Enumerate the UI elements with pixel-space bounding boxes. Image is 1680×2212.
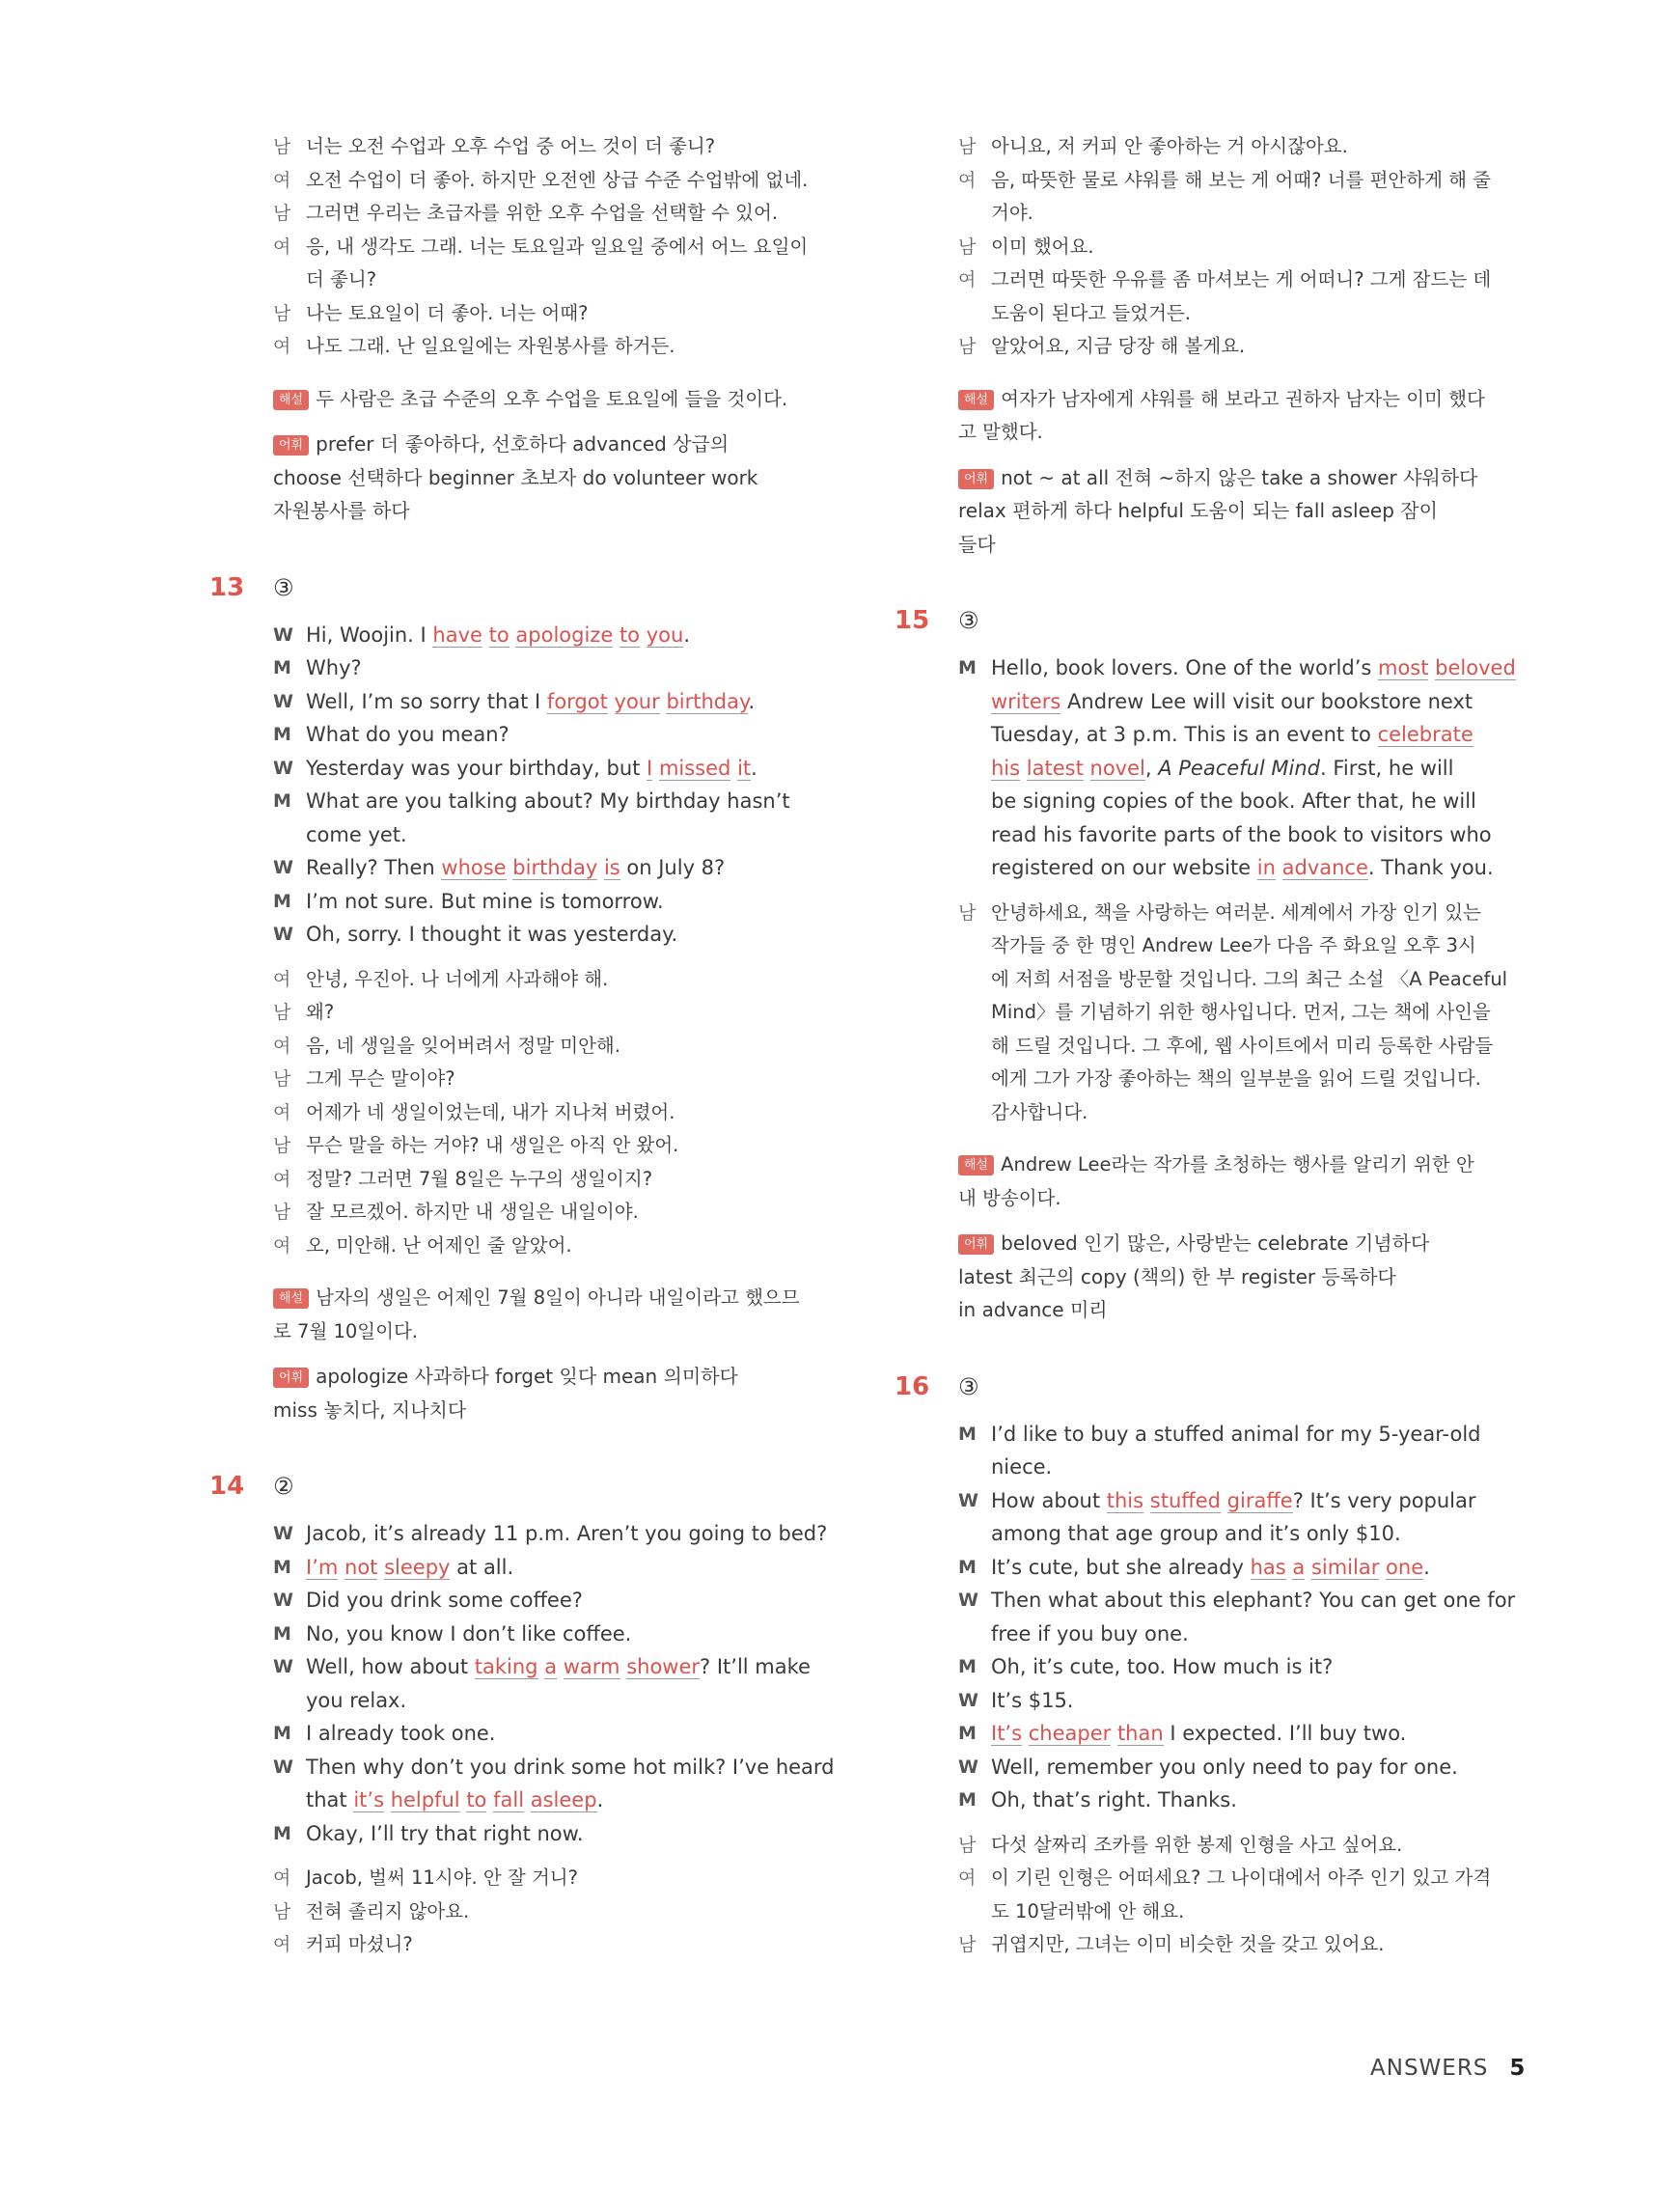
script-line: W Really? Then whose birthday is on July 8? [273,851,850,885]
blank-word: to [466,1788,487,1811]
korean-line: 남 귀엽지만, 그녀는 이미 비슷한 것을 갖고 있어요. [958,1928,1535,1962]
spacer [958,1129,1535,1148]
speaker-label: M [273,890,291,912]
continued-line: 해 드릴 것입니다. 그 후에, 웹 사이트에서 미리 등록한 사람들 [991,1034,1494,1057]
spacer [958,1817,1535,1829]
blank-word: beloved [1435,656,1516,679]
explanation-tag: 해설 [273,1288,309,1309]
script-line: M Why? [273,651,850,685]
note-continued: 들다 [958,532,996,556]
script-line: W Then what about this elephant? You can get one for [958,1584,1535,1618]
speaker-label: M [273,1622,291,1645]
korean-line: 여 Jacob, 벌써 11시야. 안 잘 거니? [273,1862,850,1895]
korean-line: 남 그러면 우리는 초급자를 위한 오후 수업을 선택할 수 있어. [273,197,850,231]
answer-mark: ③ [958,1372,979,1400]
note-continued: 내 방송이다. [958,1186,1061,1209]
note-continued: 고 말했다. [958,421,1043,443]
script-line: W Did you drink some coffee? [273,1584,850,1618]
speaker-label: W [273,1756,293,1778]
blank-word: fall [493,1788,525,1811]
note-continued: in advance 미리 [958,1298,1108,1321]
script-line: W Hi, Woojin. I have to apologize to you. [273,619,850,652]
continued-line: 에 저희 서점을 방문할 것입니다. 그의 최근 소설 〈A Peaceful [991,967,1508,990]
blank-word: It’s [991,1722,1023,1745]
blank-word: shower [626,1655,701,1678]
continued-line: 작가들 중 한 명인 Andrew Lee가 다음 주 화요일 오후 3시 [991,934,1476,956]
speaker-label: 남 [273,203,291,224]
speaker-label: 여 [273,1168,291,1190]
speaker-label: W [273,857,293,878]
question-header [895,601,1535,644]
korean-line: 여 음, 네 생일을 잊어버려서 정말 미안해. [273,1030,850,1064]
speaker-label: 여 [273,968,291,990]
blank-word: birthday [666,689,749,713]
continued-line: writers Andrew Lee will visit our bookstore next [991,689,1473,713]
speaker-label: 남 [273,1002,291,1023]
korean-line: 여 안녕, 우진아. 나 너에게 사과해야 해. [273,963,850,997]
korean-line: 남 안녕하세요, 책을 사랑하는 여러분. 세계에서 가장 인기 있는 [958,897,1535,930]
question-header [209,1467,850,1509]
korean-line: 여 그러면 따뜻한 우유를 좀 마셔보는 게 어떠니? 그게 잠드는 데 [958,263,1535,297]
korean-line: 여 응, 내 생각도 그래. 너는 토요일과 일요일 중에서 어느 요일이 [273,231,850,264]
speaker-label: 여 [958,169,977,191]
blank-word: apologize [515,622,614,647]
speaker-label: 여 [958,1867,977,1889]
speaker-label: 남 [273,136,291,157]
spacer [273,416,850,428]
script-line: M Okay, I’ll try that right now. [273,1817,850,1851]
spacer [958,364,1535,383]
answer-mark: ③ [273,573,294,601]
speaker-label: W [273,924,293,945]
note-line: 어휘 not ~ at all 전혀 ~하지 않은 take a shower 샤워하다 [958,461,1535,495]
korean-line: 남 알았어요, 지금 당장 해 볼게요. [958,330,1535,364]
footer-label: ANSWERS [1370,2056,1489,2081]
speaker-label: M [273,1723,291,1744]
note-line: 어휘 apologize 사과하다 forget 잊다 mean 의미하다 [273,1360,850,1394]
note-continued: 자원봉사를 하다 [273,499,410,522]
question-number: 14 [209,1472,245,1501]
continued-line: 거야. [991,202,1033,224]
script-line: W How about this stuffed giraffe? It’s very popular [958,1484,1535,1518]
speaker-label: 남 [958,1934,977,1955]
question-header [209,568,850,611]
korean-line: 남 전혀 졸리지 않아요. [273,1895,850,1929]
note-continued: 로 7월 10일이다. [273,1319,419,1342]
blank-word: forgot [546,689,608,713]
continued-line: you relax. [306,1688,407,1712]
script-line: M I already took one. [273,1717,850,1751]
script-line: M What are you talking about? My birthday hasn’t [273,785,850,818]
speaker-label: M [273,1556,291,1578]
note-continued: relax 편하게 하다 helpful 도움이 되는 fall asleep 잠이 [958,499,1438,522]
speaker-label: W [958,1590,978,1611]
korean-line: 남 무슨 말을 하는 거야? 내 생일은 아직 안 왔어. [273,1129,850,1163]
continued-line: his latest novel, A Peaceful Mind. First, he will [991,756,1454,780]
continued-line: 더 좋니? [306,268,377,290]
continued-line: come yet. [306,822,407,846]
vocabulary-tag: 어휘 [958,469,994,489]
speaker-label: 남 [958,1834,977,1856]
note-continued: miss 놓치다, 지나치다 [273,1397,467,1422]
explanation-tag: 해설 [958,1155,994,1175]
speaker-label: M [273,657,291,678]
speaker-label: W [273,690,293,712]
speaker-label: 여 [273,1867,291,1889]
blank-word: writers [991,689,1061,713]
script-line: M It’s cheaper than I expected. I’ll buy two. [958,1717,1535,1751]
spacer [273,1348,850,1360]
continued-line: Tuesday, at 3 p.m. This is an event to celebrate [991,723,1473,746]
spacer [958,1215,1535,1227]
blank-word: giraffe [1226,1488,1293,1512]
spacer [273,1850,850,1862]
note-line: 해설 두 사람은 초급 수준의 오후 수업을 토요일에 들을 것이다. [273,383,850,417]
korean-line: 여 오, 미안해. 난 어제인 줄 알았어. [273,1230,850,1263]
speaker-label: W [273,1590,293,1611]
blank-word: sleepy [384,1555,451,1579]
blank-word: birthday [512,856,598,879]
question-header [895,1368,1535,1410]
right-column [895,130,1535,1962]
blank-word: not [344,1555,378,1579]
blank-word: asleep [530,1788,597,1811]
speaker-label: 남 [958,336,977,357]
note-line: 해설 Andrew Lee라는 작가를 초청하는 행사를 알리기 위한 안 [958,1148,1535,1182]
speaker-label: 여 [273,1934,291,1955]
continued-line: 도 10달러밖에 안 해요. [991,1899,1185,1922]
blank-word: I [647,756,653,780]
continued-line: 에게 그가 가장 좋아하는 책의 일부분을 읽어 드릴 것입니다. [991,1067,1481,1090]
spacer [273,952,850,963]
left-column [209,130,850,1962]
script-line: M I’m not sleepy at all. [273,1551,850,1585]
script-line: W Well, how about taking a warm shower? It’ll make [273,1650,850,1684]
spacer [958,885,1535,897]
blank-word: stuffed [1149,1488,1221,1512]
korean-line: 남 아니요, 저 커피 안 좋아하는 거 아시잖아요. [958,130,1535,164]
speaker-label: M [958,1423,977,1445]
note-continued: choose 선택하다 beginner 초보자 do volunteer work [273,465,758,489]
vocabulary-tag: 어휘 [958,1234,994,1255]
speaker-label: W [958,1689,978,1711]
blank-word: it [737,756,752,780]
blank-word: to [488,622,510,647]
note-line: 해설 여자가 남자에게 샤워를 해 보라고 권하자 남자는 이미 했다 [958,383,1535,417]
speaker-label: 여 [958,269,977,290]
answer-mark: ② [273,1473,294,1500]
speaker-label: W [273,757,293,779]
note-line: 해설 남자의 생일은 어제인 7월 8일이 아니라 내일이라고 했으므 [273,1282,850,1315]
script-line: W Well, I’m so sorry that I forgot your birthday. [273,685,850,719]
speaker-label: 남 [273,1068,291,1090]
speaker-label: 남 [273,302,291,324]
script-line: W Oh, sorry. I thought it was yesterday. [273,918,850,952]
blank-word: helpful [390,1788,460,1811]
note-line: 어휘 beloved 인기 많은, 사랑받는 celebrate 기념하다 [958,1227,1535,1260]
speaker-label: 여 [273,1101,291,1123]
korean-line: 남 그게 무슨 말이야? [273,1063,850,1096]
continued-line: Mind〉를 기념하기 위한 행사입니다. 먼저, 그는 책에 사인을 [991,1001,1491,1023]
spacer [958,450,1535,461]
speaker-label: W [958,1756,978,1778]
blank-word: most [1378,656,1429,679]
continued-line: registered on our website in advance. Thank you. [991,856,1494,879]
korean-line: 남 너는 오전 수업과 오후 수업 중 어느 것이 더 좋니? [273,130,850,164]
script-line: M Oh, it’s cute, too. How much is it? [958,1650,1535,1684]
speaker-label: M [273,724,291,745]
script-line: W Then why don’t you drink some hot milk? I’ve heard [273,1751,850,1784]
continued-line: niece. [991,1455,1053,1479]
blank-word: similar [1310,1555,1380,1579]
blank-word: taking [474,1655,538,1678]
blank-word: one [1386,1555,1424,1579]
speaker-label: M [273,790,291,812]
korean-line: 여 오전 수업이 더 좋아. 하지만 오전엔 상급 수준 수업밖에 없네. [273,164,850,198]
blank-word: you [646,622,684,647]
speaker-label: W [273,1656,293,1677]
speaker-label: 남 [958,136,977,157]
korean-line: 여 음, 따뜻한 물로 샤워를 해 보는 게 어때? 너를 편안하게 해 줄 [958,164,1535,198]
question-number: 13 [209,572,245,602]
speaker-label: 남 [273,1202,291,1223]
question-number: 15 [895,606,930,635]
speaker-label: M [958,657,977,678]
speaker-label: W [273,1523,293,1544]
blank-word: cheaper [1028,1722,1112,1745]
blank-word: his [991,756,1021,780]
blank-word: it’s [353,1788,385,1811]
explanation-tag: 해설 [958,390,994,410]
korean-line: 여 커피 마셨니? [273,1928,850,1962]
blank-word: warm [563,1655,620,1678]
explanation-tag: 해설 [273,390,309,410]
spacer [273,1262,850,1282]
blank-word: is [603,856,620,879]
note-continued: latest 최근의 copy (책의) 한 부 register 등록하다 [958,1264,1396,1288]
speaker-label: 여 [273,336,291,357]
speaker-label: 여 [273,235,291,258]
speaker-label: M [958,1556,977,1578]
blank-word: has [1250,1555,1286,1579]
blank-word: than [1116,1722,1164,1745]
speaker-label: 여 [273,1234,291,1257]
script-line: W Well, remember you only need to pay for one. [958,1751,1535,1784]
script-line: W Yesterday was your birthday, but I missed it. [273,752,850,786]
korean-line: 남 이미 했어요. [958,231,1535,264]
speaker-label: W [273,623,293,646]
script-line: M What do you mean? [273,718,850,752]
blank-word: I’m [306,1555,339,1579]
continued-line: read his favorite parts of the book to visitors who [991,822,1492,846]
answer-mark: ③ [958,607,979,634]
speaker-label: 남 [958,235,977,258]
spacer [273,364,850,383]
continued-line: among that age group and it’s only $10. [991,1522,1401,1545]
speaker-label: M [958,1789,977,1811]
continued-line: be signing copies of the book. After that, he will [991,789,1476,813]
speaker-label: M [958,1723,977,1744]
script-line: W Jacob, it’s already 11 p.m. Aren’t you going to bed? [273,1517,850,1551]
script-line: M I’m not sure. But mine is tomorrow. [273,885,850,919]
blank-word: a [1292,1555,1306,1579]
vocabulary-tag: 어휘 [273,1368,309,1388]
vocabulary-tag: 어휘 [273,435,309,456]
continued-line: that it’s helpful to fall asleep. [306,1788,604,1811]
korean-line: 여 나도 그래. 난 일요일에는 자원봉사를 하거든. [273,330,850,364]
blank-word: advance [1281,856,1368,879]
continued-line: 감사합니다. [991,1100,1088,1123]
korean-line: 여 이 기린 인형은 어떠세요? 그 나이대에서 아주 인기 있고 가격 [958,1862,1535,1895]
continued-line: 도움이 된다고 들었거든. [991,301,1191,324]
note-line: 어휘 prefer 더 좋아하다, 선호하다 advanced 상급의 [273,428,850,461]
blank-word: your [614,689,660,713]
blank-word: latest [1026,756,1084,780]
script-line: M I’d like to buy a stuffed animal for my 5-year-old [958,1418,1535,1452]
script-line: M Oh, that’s right. Thanks. [958,1783,1535,1817]
korean-line: 남 왜? [273,996,850,1030]
blank-word: have [432,622,482,647]
speaker-label: M [273,1822,291,1844]
page-footer [1370,2056,1526,2081]
speaker-label: 여 [273,1035,291,1057]
speaker-label: 여 [273,169,291,191]
speaker-label: 남 [958,901,977,924]
speaker-label: 남 [273,1900,291,1922]
script-line: M Hello, book lovers. One of the world’s most beloved [958,651,1535,685]
blank-word: missed [658,756,731,780]
script-line: M No, you know I don’t like coffee. [273,1618,850,1651]
korean-line: 여 정말? 그러면 7월 8일은 누구의 생일이지? [273,1163,850,1197]
blank-word: celebrate [1377,723,1473,746]
continued-line: free if you buy one. [991,1621,1189,1645]
book-title: A Peaceful Mind [1158,756,1320,780]
script-line: M It’s cute, but she already has a similar one. [958,1551,1535,1585]
blank-word: novel [1089,756,1145,780]
korean-line: 남 잘 모르겠어. 하지만 내 생일은 내일이야. [273,1196,850,1230]
blank-word: a [544,1655,558,1678]
page-number: 5 [1509,2056,1527,2081]
speaker-label: 남 [273,1135,291,1156]
blank-word: to [619,622,641,647]
korean-line: 여 어제가 네 생일이었는데, 내가 지나쳐 버렸어. [273,1096,850,1130]
question-number: 16 [895,1371,930,1401]
blank-word: whose [441,856,507,879]
blank-word: this [1106,1488,1144,1512]
korean-line: 남 나는 토요일이 더 좋아. 너는 어때? [273,297,850,331]
script-line: W It’s $15. [958,1684,1535,1718]
korean-line: 남 다섯 살짜리 조카를 위한 봉제 인형을 사고 싶어요. [958,1829,1535,1863]
speaker-label: W [958,1489,978,1511]
speaker-label: M [958,1656,977,1677]
blank-word: in [1256,856,1276,879]
